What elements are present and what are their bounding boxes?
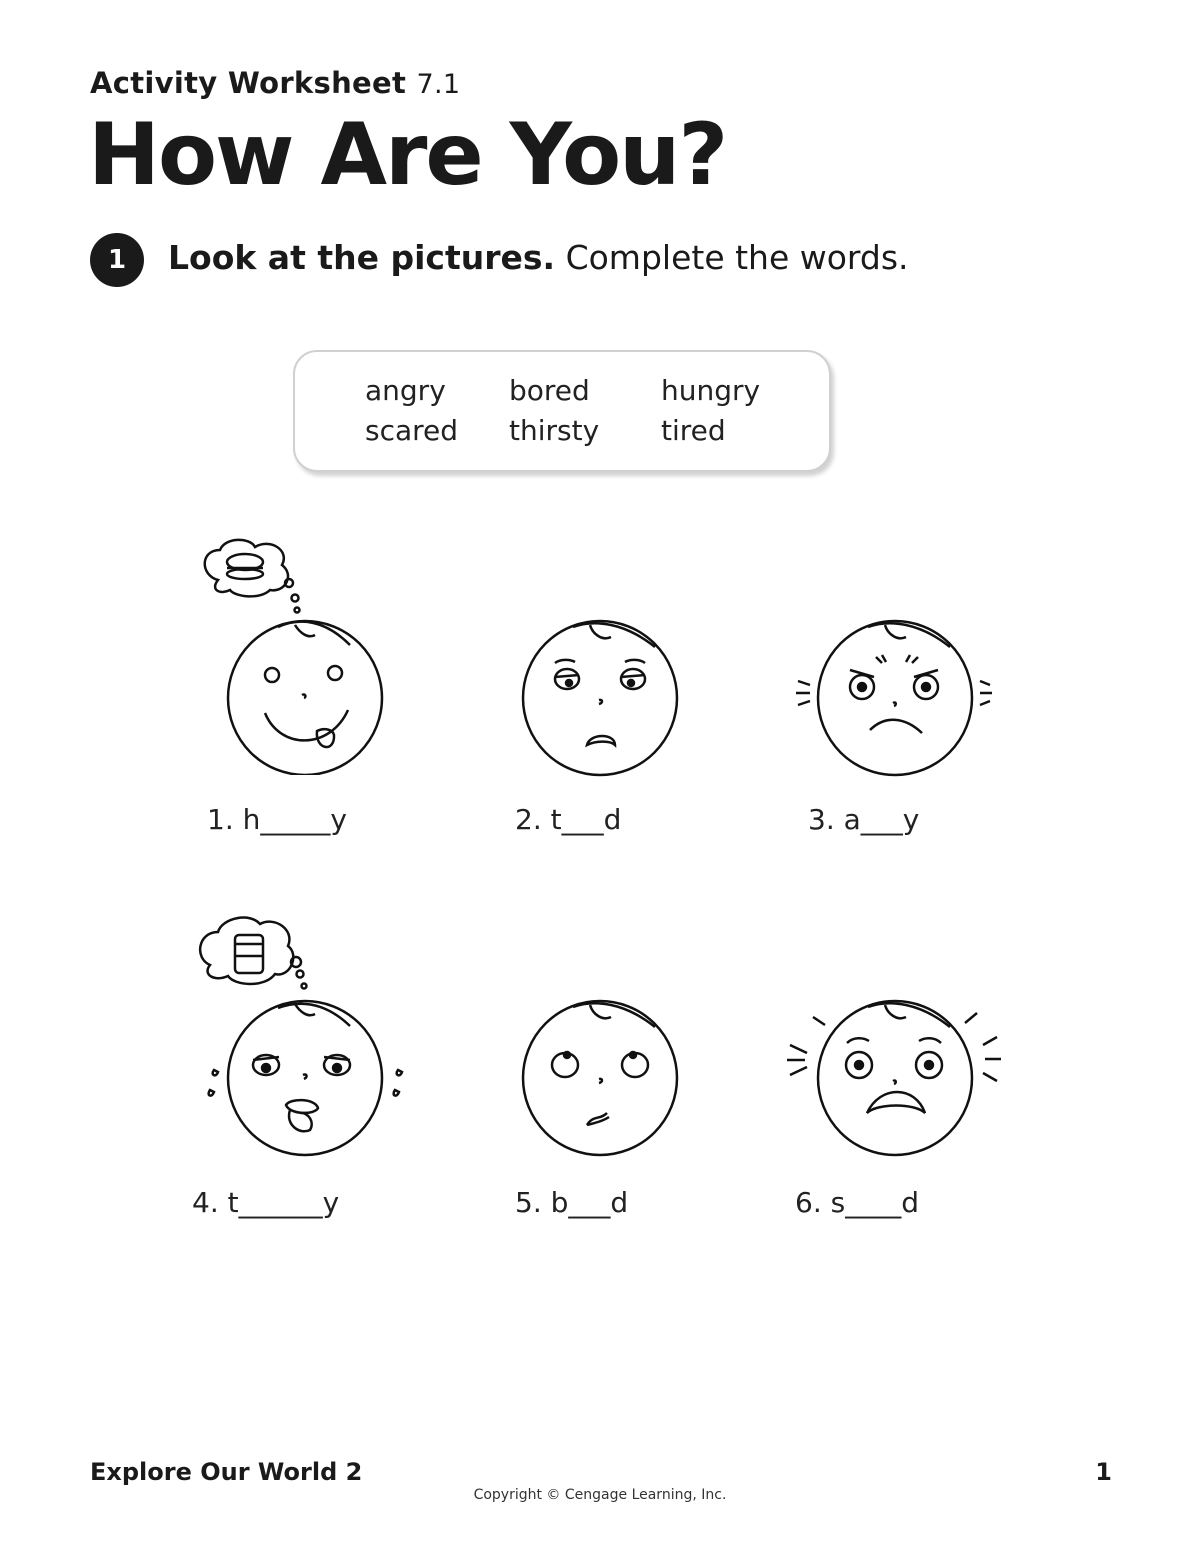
hungry-face-icon — [190, 535, 400, 775]
word-bank-word: thirsty — [509, 414, 600, 447]
answer-prompt: 3. a___y — [808, 803, 920, 836]
footer-book-title: Explore Our World 2 — [90, 1458, 363, 1486]
page-title: How Are You? — [88, 105, 727, 205]
word-bank — [293, 350, 831, 472]
instruction — [168, 238, 909, 277]
answer-prompt: 6. s____d — [795, 1186, 919, 1219]
worksheet-label: Activity Worksheet 7.1 — [90, 66, 461, 100]
word-bank-word: hungry — [661, 374, 761, 407]
instruction-bold: Look at the pictures. — [168, 238, 556, 277]
word-bank-word: tired — [661, 414, 726, 447]
answer-prompt: 2. t___d — [515, 803, 622, 836]
answer-prompt: 5. b___d — [515, 1186, 629, 1219]
step-number-badge: 1 — [90, 233, 144, 287]
word-bank-word: scared — [365, 414, 459, 447]
word-bank-word: angry — [365, 374, 446, 407]
angry-face-icon — [790, 615, 1000, 785]
instruction-normal: Complete the words. — [565, 238, 909, 277]
thirsty-face-icon — [190, 910, 410, 1160]
copyright: Copyright © Cengage Learning, Inc. — [473, 1487, 727, 1503]
bored-face-icon — [515, 995, 685, 1165]
answer-prompt: 4. t______y — [192, 1186, 340, 1219]
page-number: 1 — [1095, 1458, 1112, 1486]
scared-face-icon — [785, 995, 1005, 1165]
tired-face-icon — [515, 615, 685, 785]
answer-prompt: 1. h_____y — [207, 803, 347, 836]
word-bank-word: bored — [509, 374, 590, 407]
